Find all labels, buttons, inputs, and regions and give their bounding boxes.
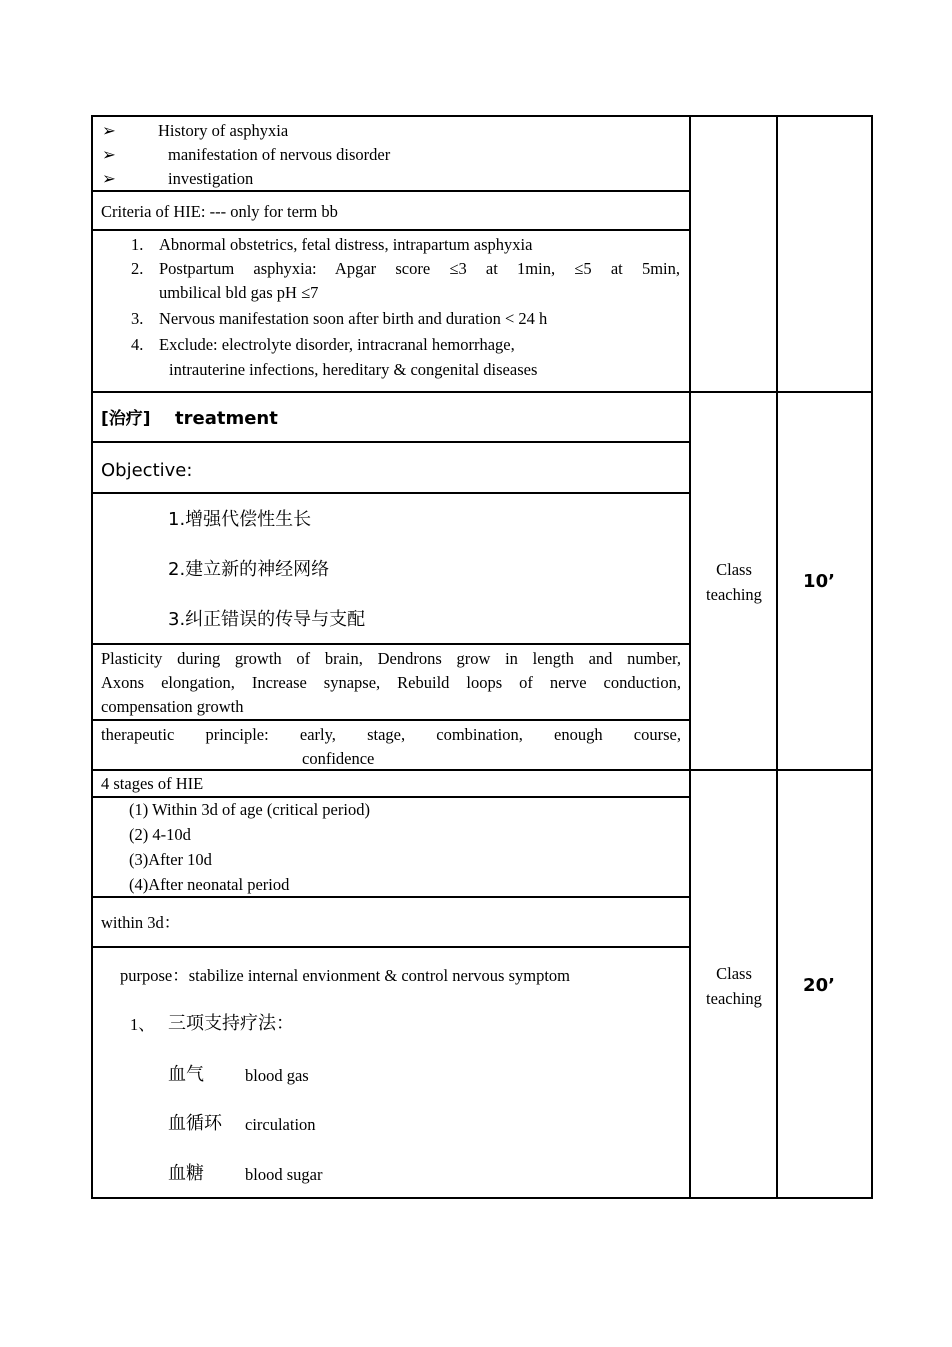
criteria-number: 2. [131, 259, 144, 278]
plasticity-text: compensation growth [101, 697, 244, 716]
support-item-cn: 血气 [168, 1064, 204, 1085]
stage-item: (3)After 10d [129, 850, 212, 869]
therapeutic-principle: therapeutic principle: early, stage, combination, enough course, [101, 725, 681, 744]
teaching-method: Class [716, 560, 752, 579]
row-divider [91, 946, 691, 948]
row-divider [91, 492, 691, 494]
criteria-number: 1. [131, 235, 144, 254]
time-allocation: 20’ [803, 975, 835, 996]
within-3d-label: within 3d： [101, 913, 181, 932]
support-item-cn: 血糖 [168, 1163, 204, 1184]
criteria-item: Nervous manifestation soon after birth and duration < 24 h [159, 309, 548, 328]
stages-label: 4 stages of HIE [101, 774, 204, 793]
support-item-en: blood sugar [245, 1165, 323, 1184]
bullet-glyph: ➢ [102, 169, 116, 188]
column-divider [776, 115, 778, 1199]
objective-item: 3.纠正错误的传导与支配 [168, 609, 366, 630]
criteria-item: Exclude: electrolyte disorder, intracranal hemorrhage, [159, 335, 515, 354]
column-divider [689, 115, 691, 1199]
support-item-en: blood gas [245, 1066, 309, 1085]
treatment-heading-cn: [治疗] [101, 409, 151, 429]
plasticity-text: Plasticity during growth of brain, Dendrons grow in length and number, [101, 649, 681, 668]
teaching-method: Class [716, 964, 752, 983]
bullet-glyph: ➢ [102, 121, 116, 140]
objective-item: 1.增强代偿性生长 [168, 509, 312, 530]
criteria-item: Abnormal obstetrics, fetal distress, intrapartum asphyxia [159, 235, 533, 254]
plasticity-text: Axons elongation, Increase synapse, Rebuild loops of nerve conduction, [101, 673, 681, 692]
objective-label: Objective: [101, 460, 193, 481]
criteria-item-continued: intrauterine infections, hereditary & congenital diseases [169, 360, 538, 379]
stage-item: (1) Within 3d of age (critical period) [129, 800, 370, 819]
criteria-label: Criteria of HIE: --- only for term bb [101, 202, 338, 221]
therapeutic-principle-continued: confidence [302, 749, 375, 768]
row-divider [91, 229, 691, 231]
criteria-number: 4. [131, 335, 144, 354]
treatment-heading: treatment [175, 408, 278, 429]
teaching-method: teaching [706, 989, 762, 1008]
objective-item: 2.建立新的神经网络 [168, 559, 330, 580]
time-allocation: 10’ [803, 571, 835, 592]
section-divider [91, 391, 873, 393]
criteria-number: 3. [131, 309, 144, 328]
support-number: 1、 [130, 1015, 155, 1034]
stage-item: (2) 4-10d [129, 825, 191, 844]
row-divider [91, 643, 691, 645]
purpose-text: purpose：stabilize internal envionment & control nervous symptom [120, 966, 570, 985]
bullet-text: History of asphyxia [158, 121, 289, 140]
row-divider [91, 441, 691, 443]
bullet-text: manifestation of nervous disorder [168, 145, 391, 164]
criteria-item: Postpartum asphyxia: Apgar score ≤3 at 1min, ≤5 at 5min, [159, 259, 680, 278]
row-divider [91, 719, 691, 721]
section-divider [91, 769, 873, 771]
teaching-method: teaching [706, 585, 762, 604]
stage-item: (4)After neonatal period [129, 875, 290, 894]
support-label: 三项支持疗法： [168, 1013, 294, 1034]
support-item-cn: 血循环 [168, 1113, 222, 1134]
support-item-en: circulation [245, 1115, 316, 1134]
criteria-item-continued: umbilical bld gas pH ≤7 [159, 283, 319, 302]
bullet-glyph: ➢ [102, 145, 116, 164]
bullet-text: investigation [168, 169, 254, 188]
